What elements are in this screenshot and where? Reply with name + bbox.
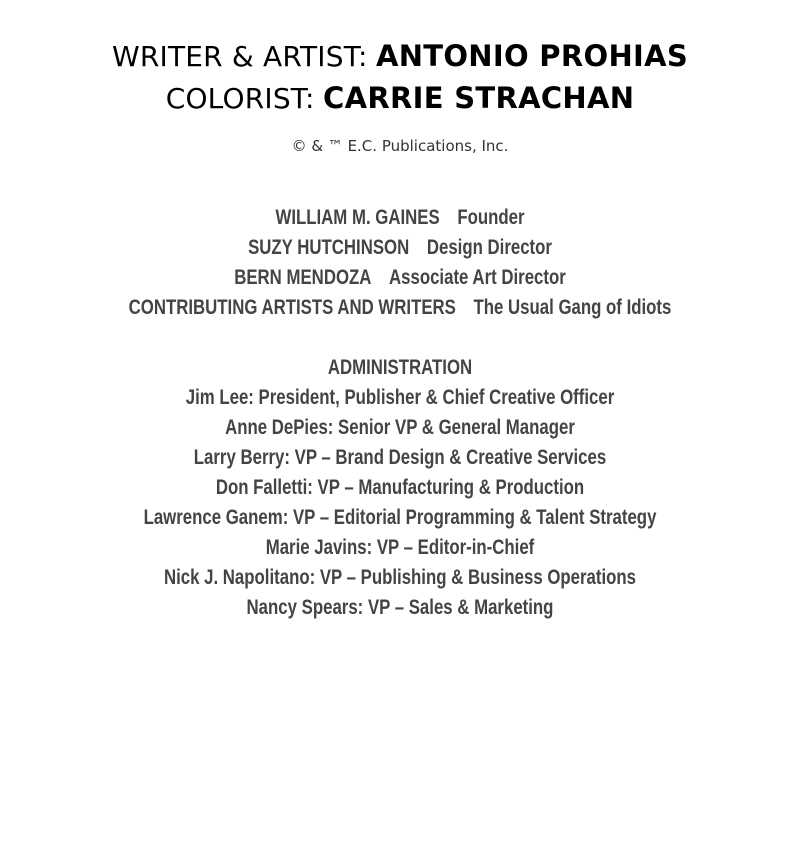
staff-row <box>80 233 720 263</box>
staff-title: Associate Art Director <box>389 266 566 289</box>
colorist-credit <box>0 80 800 117</box>
staff-row <box>80 293 720 323</box>
administration-person: Anne DePies: Senior VP & General Manager <box>225 416 575 439</box>
staff-title: The Usual Gang of Idiots <box>473 296 672 319</box>
administration-heading: ADMINISTRATION <box>327 356 473 379</box>
writer-credit <box>0 38 800 75</box>
copyright-notice: © & ™ E.C. Publications, Inc. <box>291 137 509 155</box>
staff-title: Design Director <box>426 236 552 259</box>
staff-name: CONTRIBUTING ARTISTS AND WRITERS <box>128 296 456 319</box>
writer-role: WRITER & ARTIST: <box>111 40 368 73</box>
staff-row <box>80 263 720 293</box>
administration-person: Lawrence Ganem: VP – Editorial Programming & Talent Strategy <box>143 506 657 529</box>
staff-name: SUZY HUTCHINSON <box>248 236 410 259</box>
staff-name: BERN MENDOZA <box>234 266 372 289</box>
administration-person: Nick J. Napolitano: VP – Publishing & Business Operations <box>163 566 637 589</box>
colorist-name: CARRIE STRACHAN <box>323 81 635 115</box>
administration-person: Marie Javins: VP – Editor-in-Chief <box>265 536 535 559</box>
staff-name: WILLIAM M. GAINES <box>275 206 440 229</box>
colorist-role: COLORIST: <box>165 82 315 115</box>
staff-list <box>0 203 800 323</box>
administration-person: Nancy Spears: VP – Sales & Marketing <box>246 596 554 619</box>
administration-person: Larry Berry: VP – Brand Design & Creative Services <box>193 446 607 469</box>
staff-title: Founder <box>457 206 525 229</box>
administration-list <box>0 353 800 623</box>
administration-person: Don Falletti: VP – Manufacturing & Production <box>215 476 585 499</box>
staff-row <box>80 203 720 233</box>
administration-person: Jim Lee: President, Publisher & Chief Creative Officer <box>185 386 615 409</box>
writer-name: ANTONIO PROHIAS <box>375 39 689 73</box>
